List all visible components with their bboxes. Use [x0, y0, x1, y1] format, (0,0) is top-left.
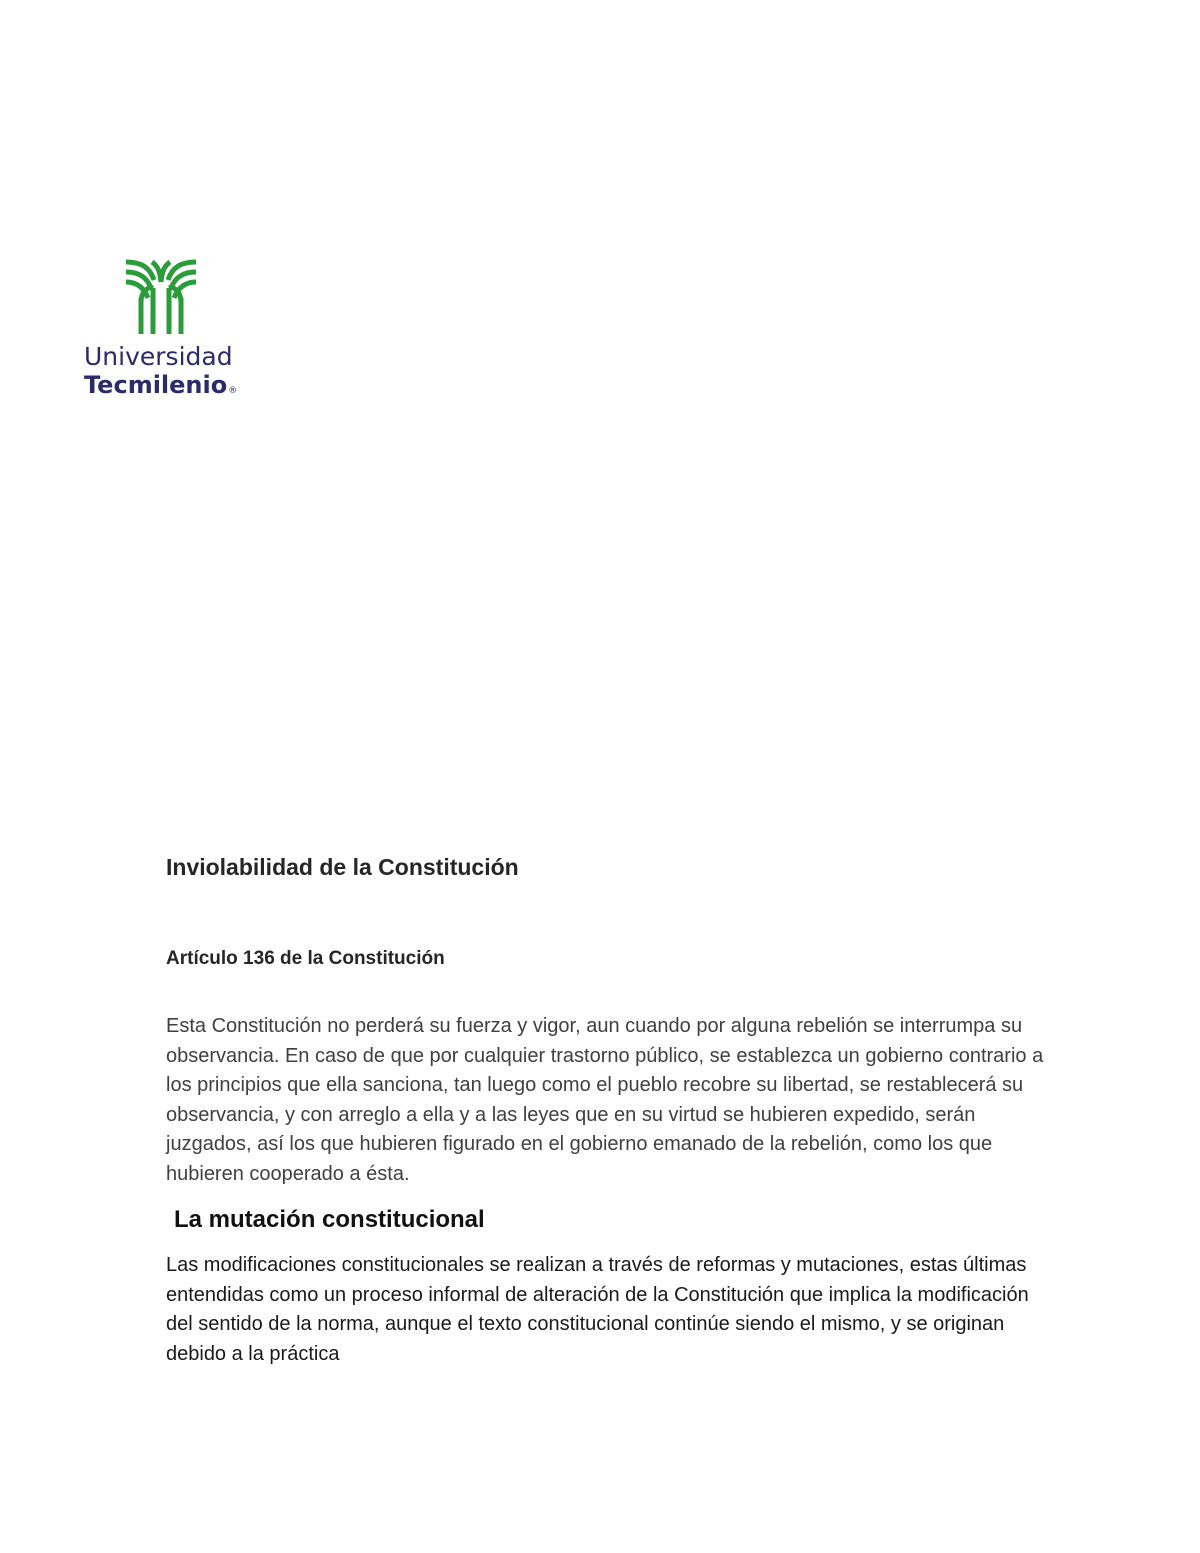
article-heading: Artículo 136 de la Constitución — [166, 948, 445, 969]
article-paragraph: Esta Constitución no perderá su fuerza y vigor, aun cuando por alguna rebelión se interrumpa su observancia. En caso de que por cualquier trastorno público, se establezca un gobierno contrario a los principios que ella sanciona, tan luego como el pueblo recobre su libertad, se restablecerá su observancia, y con arreglo a ella y a las leyes que en su virtud se hubieren expedido, serán juzgados, así los que hubieren figurado en el gobierno emanado de la rebelión, como los que hubieren cooperado a ésta. — [166, 1015, 1044, 1185]
tecmilenio-arches-icon — [124, 258, 198, 336]
university-logo — [84, 258, 254, 403]
logo-text-tecmilenio-name: Tecmilenio — [84, 371, 228, 399]
section-paragraph: Las modificaciones constitucionales se realizan a través de reformas y mutaciones, estas últimas entendidas como un proceso informal de alteración de la Constitución que implica la modificación del sentido de la norma, aunque el texto constitucional continúe siendo el mismo, y se originan debido a la práctica — [166, 1254, 1029, 1365]
registered-mark: ® — [228, 386, 238, 396]
document-body — [166, 852, 1046, 1369]
logo-text-universidad: Universidad — [84, 342, 233, 371]
document-title: Inviolabilidad de la Constitución — [166, 854, 519, 880]
section-heading: La mutación constitucional — [174, 1206, 485, 1233]
logo-text-tecmilenio — [84, 371, 237, 399]
